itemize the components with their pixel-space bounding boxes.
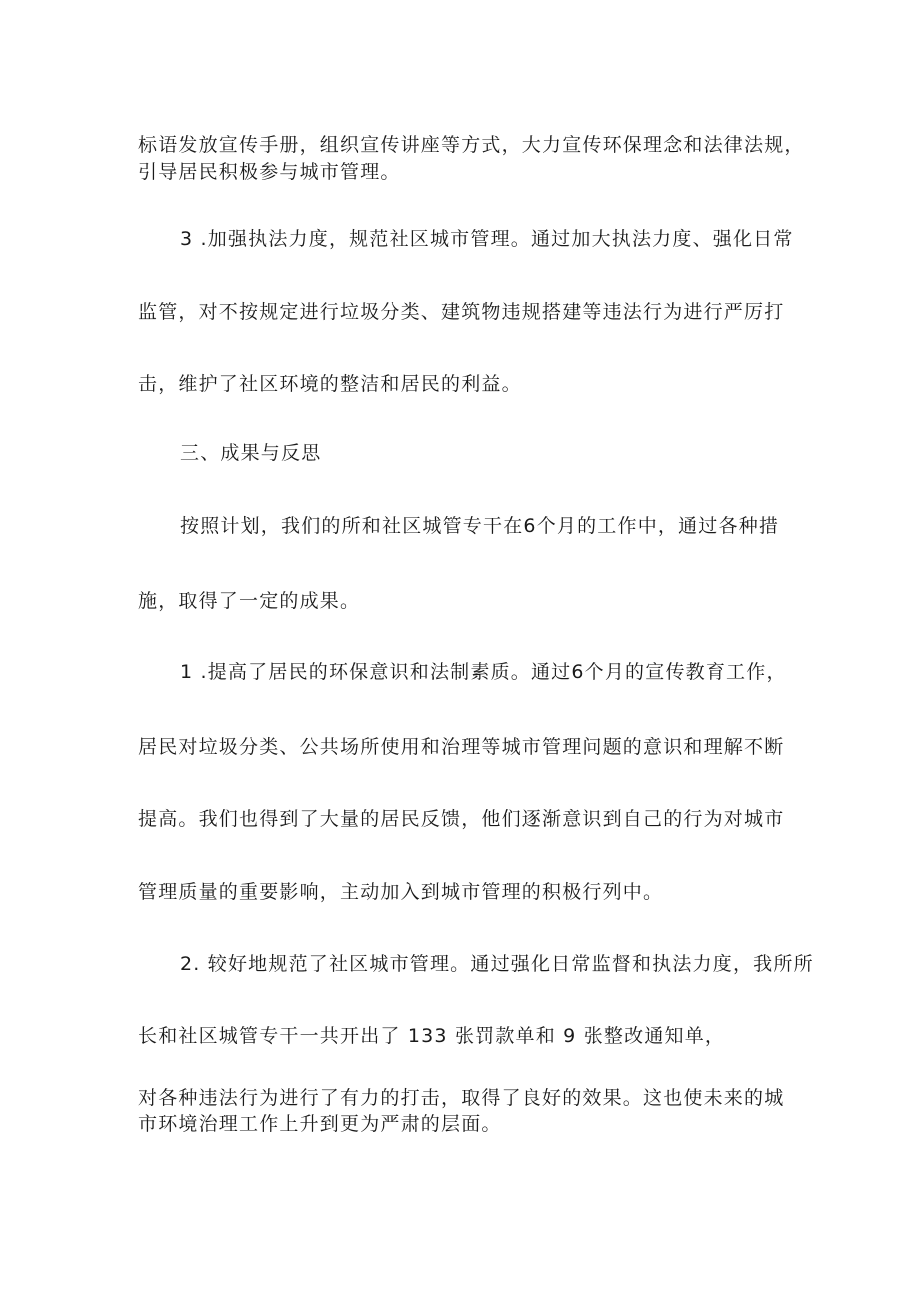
text-line-7: 施，取得了一定的成果。: [138, 590, 361, 612]
text-line-2: 引导居民积极参与城市管理。: [138, 161, 401, 183]
text-line-6: 按照计划，我们的所和社区城管专干在6个月的工作中，通过各种措: [180, 515, 780, 537]
text-line-15: 市环境治理工作上升到更为严肃的层面。: [138, 1113, 502, 1135]
text-line-5: 击，维护了社区环境的整洁和居民的利益。: [138, 373, 522, 395]
text-line-14: 对各种违法行为进行了有力的打击，取得了良好的效果。这也使未来的城: [138, 1087, 785, 1109]
text-line-10: 提高。我们也得到了大量的居民反馈，他们逐渐意识到自己的行为对城市: [138, 808, 785, 830]
text-line-1: 标语发放宣传手册，组织宣传讲座等方式，大力宣传环保理念和法律法规，: [138, 134, 805, 156]
text-line-8: 1 .提高了居民的环保意识和法制素质。通过6个月的宣传教育工作，: [180, 661, 787, 683]
section-heading: 三、成果与反思: [180, 442, 322, 464]
text-line-11: 管理质量的重要影响，主动加入到城市管理的积极行列中。: [138, 881, 664, 903]
text-line-3: 3 .加强执法力度，规范社区城市管理。通过加大执法力度、强化日常: [180, 228, 794, 250]
text-line-9: 居民对垃圾分类、公共场所使用和治理等城市管理问题的意识和理解不断: [138, 736, 785, 758]
text-line-13: 长和社区城管专干一共开出了 133 张罚款单和 9 张整改通知单，: [138, 1025, 726, 1047]
text-line-12: 2. 较好地规范了社区城市管理。通过强化日常监督和执法力度，我所所: [180, 953, 814, 975]
text-line-4: 监管，对不按规定进行垃圾分类、建筑物违规搭建等违法行为进行严厉打: [138, 301, 785, 323]
